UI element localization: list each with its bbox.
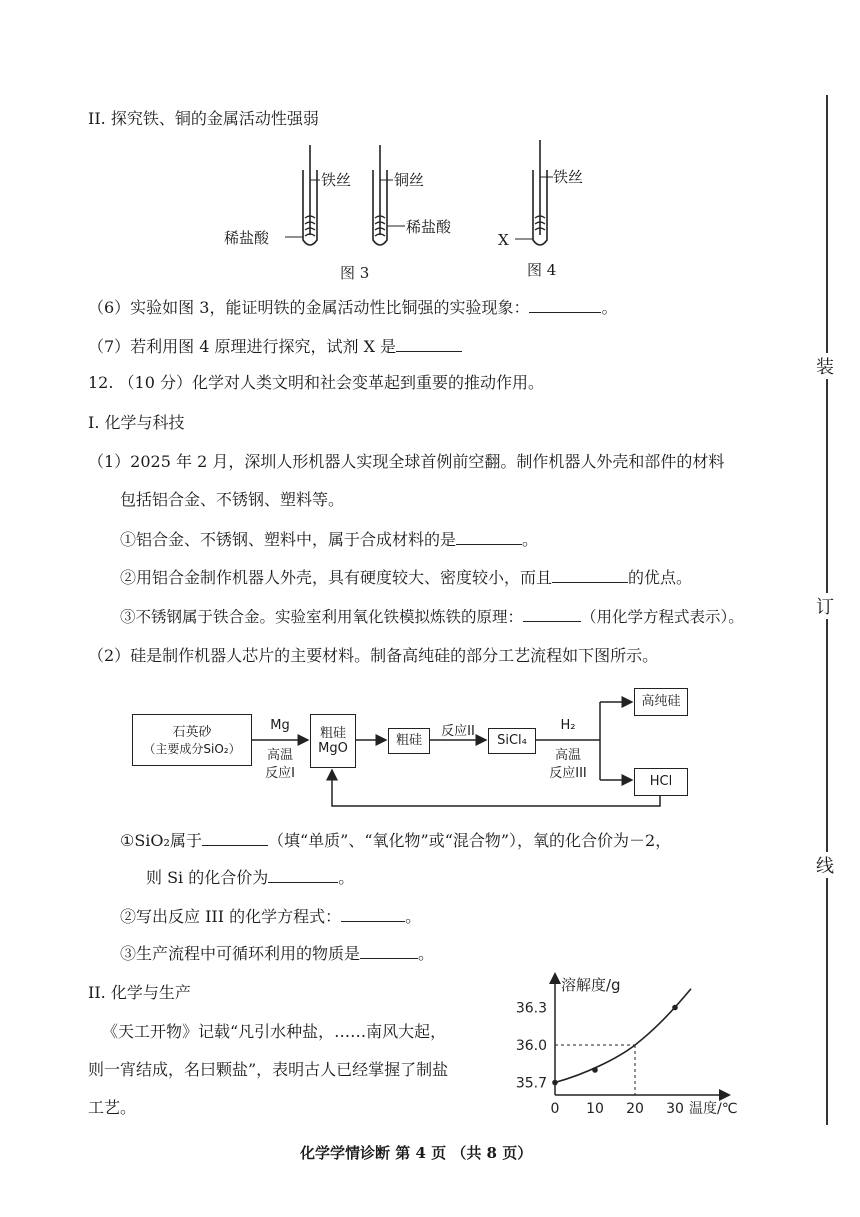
q1-sub-c-end: （用化学方程式表示）。 — [581, 608, 744, 626]
answer-blank-q2a[interactable] — [202, 829, 268, 846]
reaction-3-label: 反应III — [549, 766, 587, 781]
q2-line: （2）硅是制作机器人芯片的主要材料。制备高纯硅的部分工艺流程如下图所示。 — [88, 646, 659, 665]
fig4-iron-label: 铁丝 — [553, 168, 584, 186]
fig3-iron-label: 铁丝 — [321, 171, 352, 189]
question-6-text: （6）实验如图 3，能证明铁的金属活动性比铜强的实验现象： — [88, 298, 530, 317]
question-12-title: 12. （10 分）化学对人类文明和社会变革起到重要的推动作用。 — [88, 373, 544, 392]
fig3-caption: 图 3 — [340, 264, 370, 282]
q2-sub-a2-end: 。 — [338, 868, 355, 887]
q2-sub-b — [120, 905, 421, 928]
solubility-curve — [555, 989, 691, 1083]
q2-sub-c — [120, 942, 434, 965]
q2-sub-b-end: 。 — [405, 907, 422, 926]
reaction-1-label: 反应I — [265, 766, 295, 781]
reaction-2-label: 反应II — [441, 724, 475, 739]
binding-mark-1: 装 — [816, 353, 834, 379]
data-point-0 — [552, 1080, 558, 1086]
h2-label: H₂ — [560, 718, 576, 733]
crude-si-label-1: 粗硅 — [319, 726, 346, 741]
q2-sub-c-text: ③生产流程中可循环利用的物质是 — [120, 944, 361, 963]
hcl-box: HCl — [634, 768, 688, 796]
fig4-caption: 图 4 — [527, 261, 557, 279]
fig4-x-label: X — [498, 231, 509, 249]
y-tick-label-0: 35.7 — [515, 1075, 547, 1092]
q1-sub-a-text: ①铝合金、不锈钢、塑料中，属于合成材料的是 — [120, 530, 457, 549]
q2-sub-a — [120, 829, 671, 852]
paragraph-line-3: 工艺。 — [88, 1098, 137, 1117]
x-tick-label-0: 0 — [550, 1101, 560, 1117]
x-tick-label-1: 10 — [586, 1101, 604, 1117]
paragraph-line-2: 则一宵结成，名曰颗盐”，表明古人已经掌握了制盐 — [88, 1060, 449, 1079]
question-7-text: （7）若利用图 4 原理进行探究，试剂 X 是 — [88, 337, 397, 356]
q1-sub-b-end: 的优点。 — [628, 568, 693, 587]
quartz-sand-label: 石英砂 — [172, 725, 212, 740]
data-point-1 — [592, 1067, 598, 1073]
q2-sub-a2-text: 则 Si 的化合价为 — [146, 868, 269, 887]
fig3-acid-left-label: 稀盐酸 — [224, 229, 270, 247]
fig3-copper-label: 铜丝 — [394, 171, 425, 189]
high-temp-label-1: 高温 — [266, 748, 293, 763]
mg-label: Mg — [270, 718, 290, 733]
data-point-2 — [672, 1005, 678, 1011]
q1-sub-a-end: 。 — [522, 530, 539, 549]
answer-blank-q2c[interactable] — [360, 942, 418, 959]
x-tick-label-2: 20 — [626, 1101, 644, 1117]
fig3-acid-right-label: 稀盐酸 — [406, 218, 452, 236]
page-footer: 化学学情诊断 第 4 页 （共 8 页） — [300, 1144, 533, 1162]
quartz-sand-box — [132, 714, 252, 766]
q2-sub-c-end: 。 — [418, 944, 435, 963]
q2-sub-a2 — [146, 866, 354, 889]
pure-si-box: 高纯硅 — [634, 688, 688, 716]
crude-si-box: 粗硅 — [388, 728, 430, 754]
q1-sub-c-text: ③不锈钢属于铁合金。实验室利用氧化铁模拟炼铁的原理： — [120, 608, 524, 626]
quartz-sand-component: （主要成分SiO₂） — [143, 742, 241, 756]
q1-line-1: （1）2025 年 2 月，深圳人形机器人实现全球首例前空翻。制作机器人外壳和部件的材料 — [88, 452, 725, 471]
section-i-title: I. 化学与科技 — [88, 413, 185, 432]
q1-line-2: 包括铝合金、不锈钢、塑料等。 — [120, 490, 345, 509]
binding-mark-3: 线 — [816, 852, 834, 878]
answer-blank-q2b[interactable] — [341, 905, 405, 922]
y-tick-label-1: 36.0 — [515, 1038, 547, 1054]
q1-sub-b-text: ②用铝合金制作机器人外壳，具有硬度较大、密度较小，而且 — [120, 568, 553, 587]
y-tick-label-2: 36.3 — [515, 1000, 547, 1017]
crude-si-mgo-box — [310, 714, 356, 768]
q2-sub-b-text: ②写出反应 III 的化学方程式： — [120, 907, 342, 926]
high-temp-label-3: 高温 — [554, 748, 581, 763]
mgo-label: MgO — [318, 741, 348, 756]
y-axis-label: 溶解度/g — [561, 976, 621, 994]
q2-sub-a-end: （填“单质”、“氧化物”或“混合物”），氧的化合价为－2， — [267, 831, 672, 850]
section-ii-title: II. 探究铁、铜的金属活动性强弱 — [88, 109, 319, 128]
section-ii-production-title: II. 化学与生产 — [88, 983, 191, 1002]
binding-mark-2: 订 — [816, 593, 834, 619]
q2-sub-a-text: ①SiO₂属于 — [120, 831, 202, 850]
sicl4-box: SiCl₄ — [488, 728, 536, 754]
paragraph-line-1: 《天工开物》记载“凡引水种盐，……南风大起， — [102, 1022, 447, 1041]
x-axis-label: 温度/℃ — [689, 1101, 738, 1117]
question-6-end: 。 — [601, 298, 618, 317]
answer-blank-q2a2[interactable] — [268, 866, 338, 883]
x-tick-label-3: 30 — [666, 1101, 684, 1117]
solubility-chart — [510, 970, 750, 1120]
